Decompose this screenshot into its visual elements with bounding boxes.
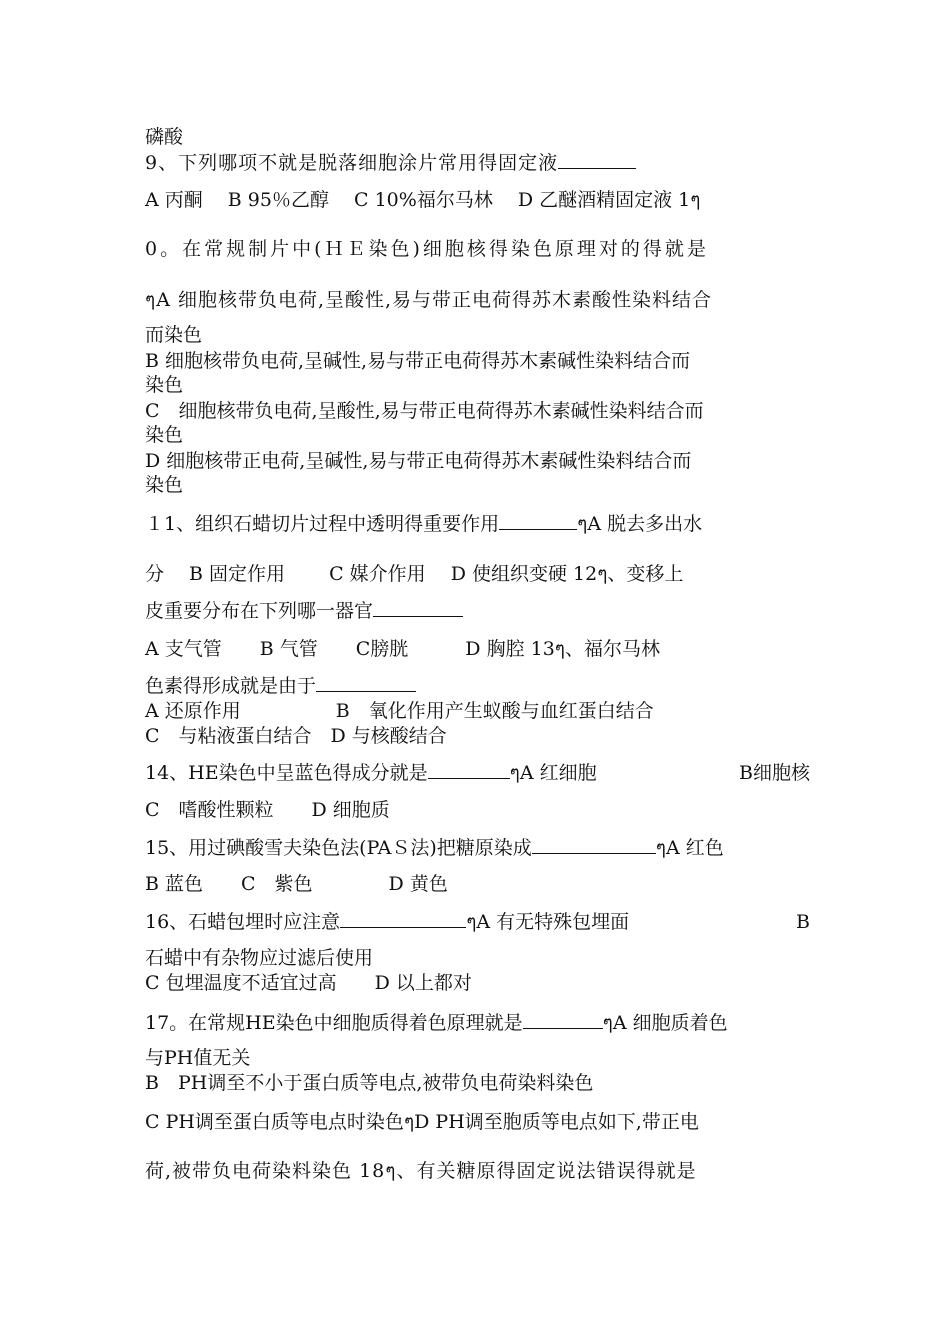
question-13-options-ab: A 还原作用 B 氧化作用产生蚁酸与血红蛋白结合 bbox=[145, 700, 654, 722]
question-13-options-cd: C 与粘液蛋白结合 D 与核酸结合 bbox=[145, 725, 447, 747]
list-marker: ๆ bbox=[690, 189, 701, 211]
question-16-option-b: 石蜡中有杂物应过滤后使用 bbox=[145, 947, 374, 969]
question-17-option-b: B PH调至不小于蛋白质等电点,被带负电荷染料染色 bbox=[145, 1072, 594, 1094]
answer-blank bbox=[373, 598, 463, 617]
question-15-options: B 蓝色 C 紫色 D 黄色 bbox=[145, 873, 448, 895]
question-10-option-a-cont: 而染色 bbox=[145, 324, 203, 346]
question-11: １1、组织石蜡切片过程中透明得重要作用 ๆA 脱去多出水 bbox=[145, 513, 703, 535]
question-9: 9、下列哪项不就是脱落细胞涂片常用得固定液 bbox=[145, 150, 810, 176]
question-10-option-d-cont: 染色 bbox=[145, 474, 184, 496]
question-17-options-cd: C PH调至蛋白质等电点时染色ๆD PH调至胞质等电点如下,带正电 bbox=[145, 1111, 699, 1133]
line-phosphoric-acid: 磷酸 bbox=[145, 126, 184, 148]
question-10-option-d: D 细胞核带正电荷,呈碱性,易与带正电荷得苏木素碱性染料结合而 bbox=[145, 450, 692, 472]
list-marker: ๆ bbox=[403, 1111, 415, 1133]
list-marker: ๆ bbox=[554, 638, 566, 660]
answer-blank bbox=[532, 835, 656, 854]
question-14-option-b: B细胞核 bbox=[739, 762, 810, 784]
list-marker: ๆ bbox=[655, 837, 666, 859]
list-marker: ๆ bbox=[509, 762, 520, 784]
answer-blank bbox=[316, 673, 416, 692]
answer-blank bbox=[523, 1010, 603, 1029]
question-14: 14、HE染色中呈蓝色得成分就是 ๆA 红细胞 B细胞核 bbox=[145, 762, 810, 784]
list-marker: ๆ bbox=[145, 289, 157, 311]
list-marker: ๆ bbox=[466, 911, 477, 933]
list-marker: ๆ bbox=[385, 1160, 397, 1182]
question-12-options: A 支气管 B 气管 C膀胱 D 胸腔 13ๆ、福尔马林 bbox=[145, 638, 661, 660]
question-10-option-c: C 细胞核带负电荷,呈酸性,易与带正电荷得苏木素碱性染料结合而 bbox=[145, 400, 704, 422]
question-10-option-c-cont: 染色 bbox=[145, 424, 184, 446]
question-16: 16、石蜡包埋时应注意 ๆA 有无特殊包埋面 B bbox=[145, 911, 810, 933]
list-marker: ๆ bbox=[597, 563, 608, 585]
list-marker: ๆ bbox=[577, 513, 588, 535]
question-10-option-a: ๆA 细胞核带负电荷,呈酸性,易与带正电荷得苏木素酸性染料结合 bbox=[145, 289, 713, 311]
question-10-option-b-cont: 染色 bbox=[145, 374, 184, 396]
question-17-option-a-cont: 与PH值无关 bbox=[145, 1047, 251, 1069]
question-18: 荷,被带负电荷染料染色 18ๆ、有关糖原得固定说法错误得就是 bbox=[145, 1160, 697, 1182]
answer-blank bbox=[428, 760, 510, 779]
question-16-options-cd: C 包埋温度不适宜过高 D 以上都对 bbox=[145, 972, 472, 994]
question-17: 17。在常规HE染色中细胞质得着色原理就是 ๆA 细胞质着色 bbox=[145, 1012, 728, 1034]
question-10-option-b: B 细胞核带负电荷,呈碱性,易与带正电荷得苏木素碱性染料结合而 bbox=[145, 350, 691, 372]
list-marker: ๆ bbox=[602, 1012, 613, 1034]
question-10: 0。在常规制片中(ＨＥ染色)细胞核得染色原理对的得就是 bbox=[145, 238, 709, 260]
answer-blank bbox=[499, 511, 577, 530]
question-9-options: A 丙酮 B 95％乙醇 C 10%福尔马林 D 乙醚酒精固定液 1ๆ bbox=[145, 189, 701, 211]
question-16-option-b-letter: B bbox=[796, 911, 810, 933]
answer-blank bbox=[340, 909, 466, 928]
question-11-options: 分 B 固定作用 C 媒介作用 D 使组织变硬 12ๆ、变移上 bbox=[145, 563, 684, 585]
question-15: 15、用过碘酸雪夫染色法(PAＳ法)把糖原染成 ๆA 红色 bbox=[145, 837, 724, 859]
question-13: 色素得形成就是由于 bbox=[145, 673, 810, 699]
answer-blank bbox=[558, 150, 636, 169]
question-14-options: C 嗜酸性颗粒 D 细胞质 bbox=[145, 799, 390, 821]
question-12: 皮重要分布在下列哪一器官 bbox=[145, 598, 810, 624]
